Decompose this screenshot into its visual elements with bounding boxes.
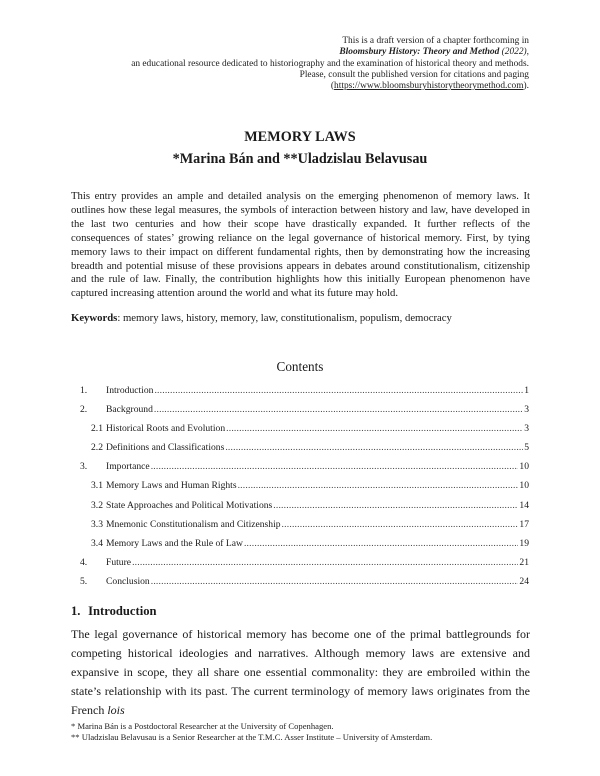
section-title: Introduction [88,604,157,618]
toc-leader-dots [225,438,523,457]
toc-entry-state-approaches[interactable] [80,496,529,515]
keywords [71,312,530,326]
toc-page-number: 3 [524,404,529,416]
book-title: Bloomsbury History: Theory and Method [339,47,500,58]
toc-label: Background [106,404,153,416]
toc-label: Historical Roots and Evolution [106,423,226,435]
toc-page-number: 5 [524,442,529,454]
toc-entry-importance[interactable] [80,457,529,476]
toc-leader-dots [151,572,519,591]
toc-leader-dots [154,381,523,400]
introduction-italic-term: lois [107,703,125,717]
toc-leader-dots [226,419,523,438]
keywords-list: memory laws, history, memory, law, constitutionalism, populism, democracy [122,312,452,324]
footnotes [71,721,541,744]
toc-label: Future [106,556,132,568]
toc-page-number: 19 [519,537,529,549]
toc-leader-dots [238,476,519,495]
abstract: This entry provides an ample and detailed analysis on the emerging phenomenon of memory laws. It outlines how these legal measures, the symbols of interaction between history and law, have developed in the last two centuries and how their scope have drastically expanded. It further reflects of the consequences of states’ growing reliance on the legal governance of historical memory. First, by tying memory laws to their impact on different fundamental rights, then by demonstrating how the increasing breadth and potential misuse of these provisions appears in debates around constitutionalism, citizenship and the rule of law. Finally, the contribution highlights how this initially European phenomenon have captured increasing attention around the world and what its future may hold. [71,190,530,300]
toc-number: 3.4 [91,537,103,549]
toc-number: 2. [80,404,88,416]
toc-number: 3.3 [91,518,103,530]
toc-entry-historical-roots[interactable] [80,419,529,438]
publisher-link[interactable]: https://www.bloomsburyhistorytheorymethod.com [334,81,524,92]
link-open-paren: ( [330,81,335,92]
link-close-paren: ). [523,81,529,92]
toc-number: 3. [80,461,88,473]
toc-leader-dots [273,496,518,515]
toc-leader-dots [132,553,518,572]
toc-entry-human-rights[interactable] [80,476,529,495]
toc-label: Introduction [106,385,154,396]
comma: , [526,47,529,58]
section-number: 1. [71,604,81,618]
draft-notice-line-1: This is a draft version of a chapter forthcoming in [342,36,529,46]
toc-number: 3.2 [91,499,103,511]
draft-notice-line-5 [59,81,529,92]
toc-label: Mnemonic Constitutionalism and Citizenship [106,518,281,530]
toc-number: 1. [80,385,88,396]
toc-label: Importance [106,461,150,473]
toc-page-number: 10 [519,461,529,473]
toc-label: Definitions and Classifications [106,442,225,454]
toc-page-number: 21 [519,556,529,568]
introduction-paragraph [71,625,530,720]
keywords-label: Keywords [71,312,118,324]
toc-page-number: 1 [524,385,529,396]
toc-leader-dots [244,534,518,553]
contents-heading: Contents [276,359,324,374]
toc-label: Memory Laws and the Rule of Law [106,537,243,549]
document-authors: *Marina Bán and **Uladzislau Belavusau [172,151,428,167]
table-of-contents [80,381,529,591]
toc-entry-conclusion[interactable] [80,572,529,591]
draft-notice [59,36,529,92]
toc-number: 4. [80,556,88,568]
draft-notice-line-4: Please, consult the published version for citations and paging [299,69,529,80]
draft-notice-line-2 [59,47,529,58]
toc-entry-future[interactable] [80,553,529,572]
toc-label: State Approaches and Political Motivations [106,499,273,511]
toc-entry-mnemonic-constitutionalism[interactable] [80,515,529,534]
publication-year: (2022) [501,47,527,58]
toc-number: 5. [80,575,88,587]
toc-leader-dots [154,400,523,419]
toc-leader-dots [282,515,519,534]
toc-page-number: 24 [519,575,529,587]
footnote-author-2: ** Uladzislau Belavusau is a Senior Researcher at the T.M.C. Asser Institute – University of Amsterdam. [71,732,433,743]
toc-label: Conclusion [106,575,150,587]
toc-number: 2.1 [91,423,103,435]
toc-leader-dots [151,457,519,476]
toc-page-number: 17 [519,518,529,530]
introduction-text: The legal governance of historical memory has become one of the primal battlegrounds for competing historical ideologies and narratives. Although memory laws are extensive and expansive in scope, they all share one essential commonality: they are embroiled within the state’s relationship with its past. The current terminology of memory laws originates from the French [71,627,530,717]
toc-page-number: 10 [519,480,529,492]
toc-entry-rule-of-law[interactable] [80,534,529,553]
toc-entry-background[interactable] [80,400,529,419]
draft-notice-line-3: an educational resource dedicated to historiography and the examination of historical theory and methods. [131,58,529,69]
toc-label: Memory Laws and Human Rights [106,480,237,492]
footnote-author-1: * Marina Bán is a Postdoctoral Researcher at the University of Copenhagen. [71,721,334,731]
document-title: MEMORY LAWS [244,129,356,145]
keywords-separator: : [117,312,123,324]
toc-entry-definitions[interactable] [80,438,529,457]
section-heading-introduction [71,604,157,619]
toc-number: 3.1 [91,480,103,492]
toc-entry-introduction[interactable] [80,381,529,400]
toc-page-number: 3 [524,423,529,435]
toc-number: 2.2 [91,442,103,454]
toc-page-number: 14 [519,499,529,511]
